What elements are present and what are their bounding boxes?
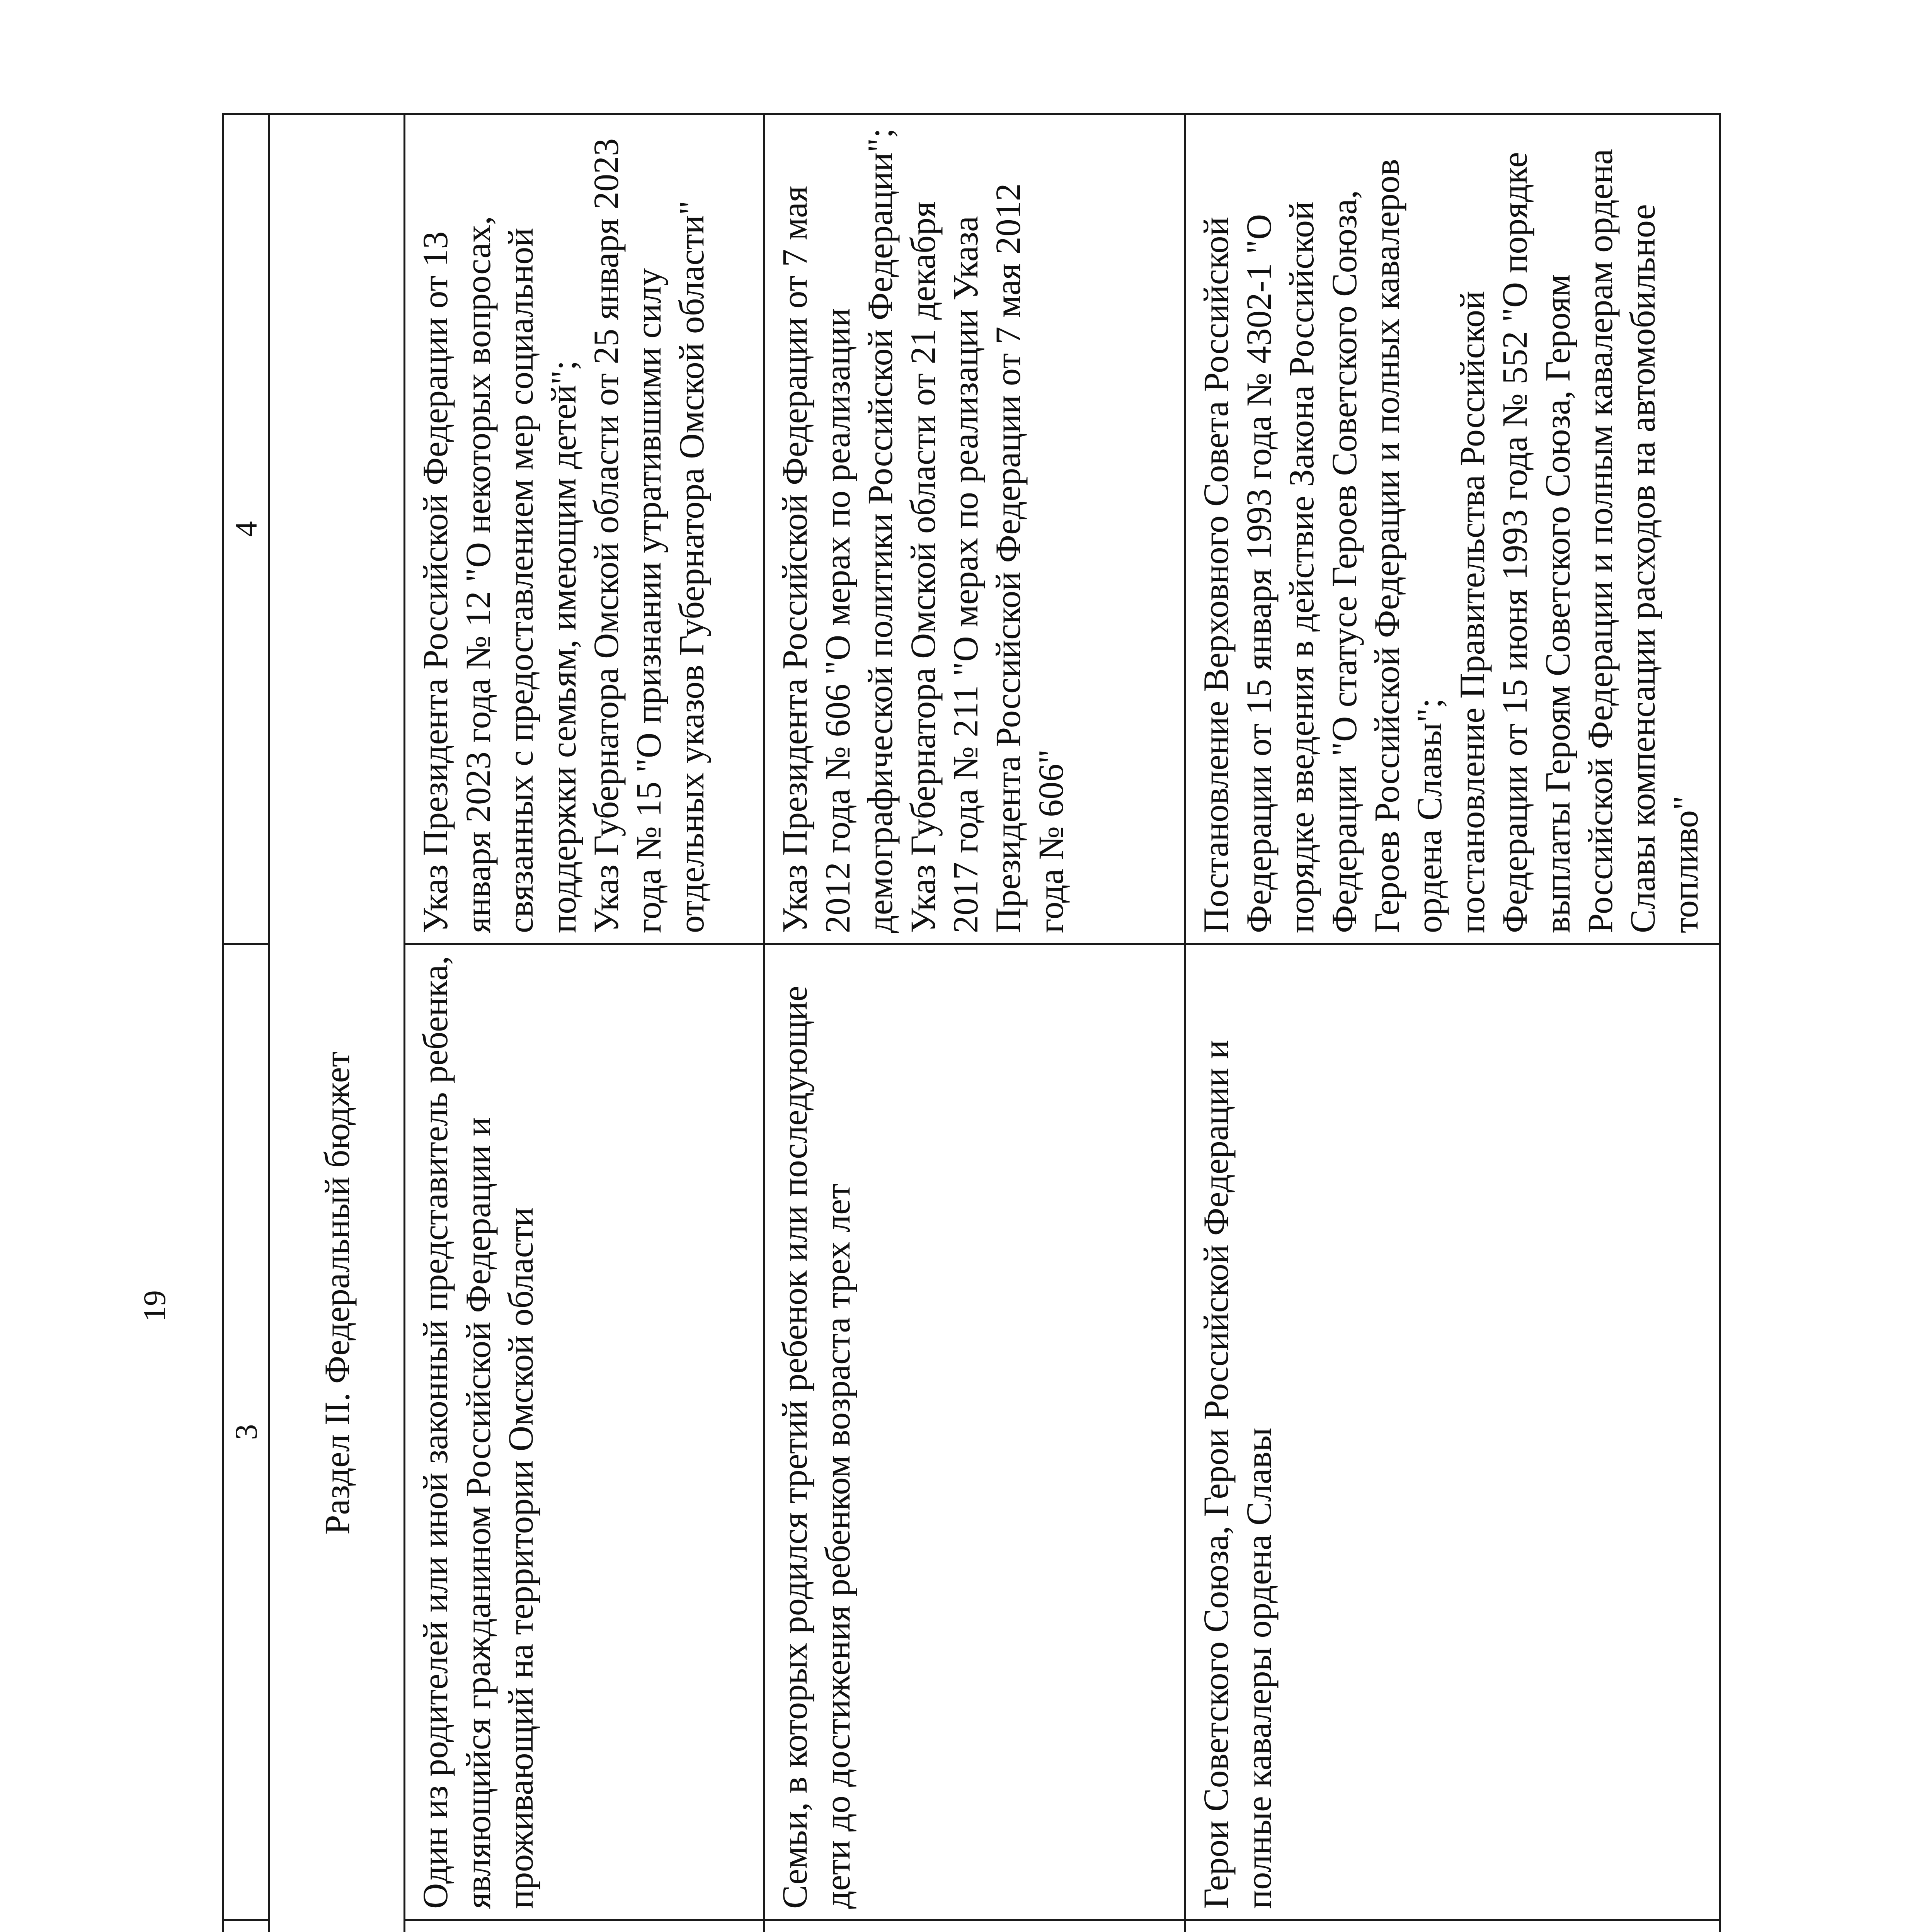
- legal-act: Постановление Верховного Совета Российской Федерации от 15 января 1993 года № 4302-1 "О порядке введения в действие Закона Российской Федерации "О статусе Героев Советского Союза, Героев Российской Федерации и полных кавалеров ордена Славы";: [1196, 159, 1449, 933]
- legal-acts: [764, 114, 1185, 944]
- column-number-3: 3: [223, 944, 269, 1920]
- benefit-name: [764, 1920, 1185, 1932]
- column-number-2: [223, 1920, 269, 1932]
- legal-act: Указ Президента Российской Федерации от 7 мая 2012 года № 606 "О мерах по реализации демографической политики Российской Федерации";: [775, 128, 900, 933]
- legal-act: Указ Губернатора Омской области от 21 декабря 2017 года № 211 "О мерах по реализации Указа Президента Российской Федерации от 7 мая 2012 года № 606": [903, 183, 1071, 933]
- section-title: Раздел II. Федеральный бюджет: [269, 114, 405, 1932]
- table-row: [1185, 114, 1720, 1932]
- benefit-name: [1185, 1920, 1720, 1932]
- column-number-row: [223, 114, 269, 1932]
- table-row: [764, 114, 1185, 1932]
- document-sheet: [222, 115, 1716, 1932]
- legal-acts: [1185, 114, 1720, 944]
- table-row: [405, 114, 764, 1932]
- page-number: 19: [137, 1290, 172, 1322]
- column-number-4: 4: [223, 114, 269, 944]
- benefit-recipients: Один из родителей или иной законный представитель ребенка, являющийся гражданином Российской Федерации и проживающий на территории Омской области: [405, 944, 764, 1920]
- legal-acts: [405, 114, 764, 944]
- section-row: [269, 114, 405, 1932]
- benefit-recipients: Семьи, в которых родился третий ребенок или последующие дети до достижения ребенком возраста трех лет: [764, 944, 1185, 1920]
- benefits-table: [222, 113, 1721, 1932]
- benefit-recipients: Герои Советского Союза, Герои Российской Федерации и полные кавалеры ордена Славы: [1185, 944, 1720, 1920]
- legal-act: Указ Губернатора Омской области от 25 января 2023 года № 15 "О признании утратившими силу отдельных указов Губернатора Омской области": [586, 138, 711, 933]
- benefit-name: [405, 1920, 764, 1932]
- legal-act: постановление Правительства Российской Федерации от 15 июня 1993 года № 552 "О порядке выплаты Героям Советского Союза, Героям Российской Федерации и полным кавалерам ордена Славы компенсации расходов на автомобильное топливо": [1452, 149, 1705, 933]
- legal-act: Указ Президента Российской Федерации от 13 января 2023 года № 12 "О некоторых вопросах, связанных с предоставлением мер социальной поддержки семьям, имеющим детей";: [415, 216, 583, 933]
- rotated-table-container: [222, 115, 1716, 1932]
